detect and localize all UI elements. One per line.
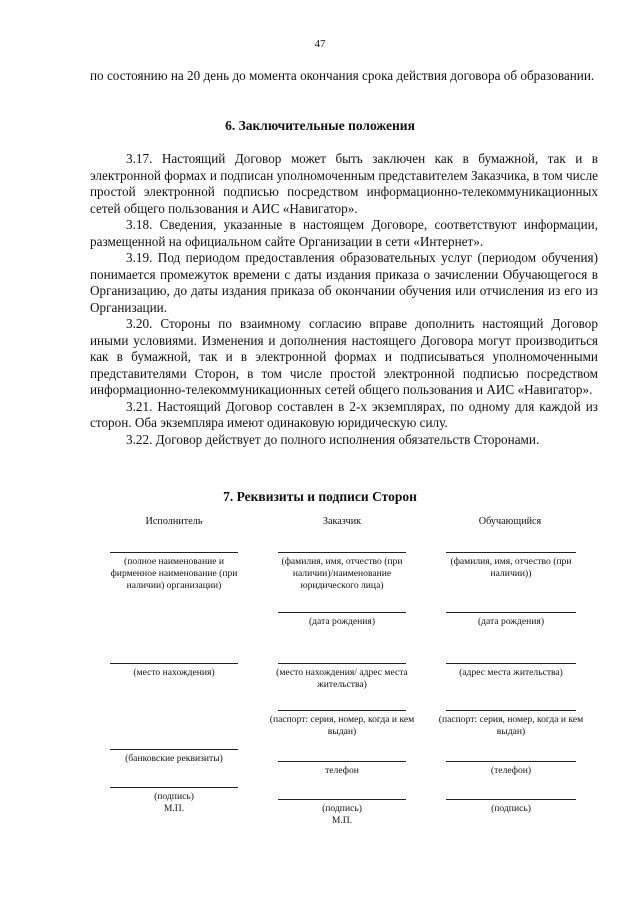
clause-3-18: 3.18. Сведения, указанные в настоящем Договоре, соответствуют информации, размещенной на официальном сайте Организации в сети «Интернет». [90,217,598,249]
customer-location-line [278,663,406,664]
executor-signature-line [110,787,238,788]
student-birth-label: (дата рождения) [477,616,545,627]
customer-passport-line [278,710,406,711]
customer-phone-line [278,761,406,762]
student-name-line [446,552,576,553]
executor-location-label: (место нахождения) [133,667,215,678]
intro-paragraph: по состоянию на 20 день до момента окончания срока действия договора об образовании. [90,68,595,83]
student-name-label: (фамилия, имя, отчество (при наличии)) [450,556,572,579]
customer-name-label: (фамилия, имя, отчество (при наличии)/наименование юридического лица) [281,556,403,591]
executor-stamp: М.П. [163,803,185,814]
clause-3-17: 3.17. Настоящий Договор может быть заключен как в бумажной, так и в электронной формах и подписан уполномоченным представителем Заказчика, в том числе простой электронной подписью посредством информационно-телекоммуникационных сетей общего пользования и АИС «Навигатор». [90,151,598,216]
section-6-body [90,151,598,448]
executor-location-line [110,663,238,664]
student-heading: Обучающийся [478,516,542,527]
clause-3-19: 3.19. Под периодом предоставления образовательных услуг (периодом обучения) понимается промежуток времени с даты издания приказа о зачислении Обучающегося в Организацию, до даты издания приказа об окончании обучения или отчисления из его из Организации. [90,250,598,315]
executor-bank-line [110,749,238,750]
clause-3-22: 3.22. Договор действует до полного исполнения обязательств Сторонами. [126,431,540,447]
student-address-label: (адрес места жительства) [459,667,563,678]
executor-heading: Исполнитель [145,516,203,527]
customer-birth-label: (дата рождения) [308,616,376,627]
section-7-title: 7. Реквизиты и подписи Сторон [223,489,417,504]
student-birth-line [446,612,576,613]
customer-signature-label: (подпись) [322,803,362,814]
student-address-line [446,663,576,664]
executor-name-line [110,552,238,553]
page-number: 47 [314,38,326,50]
executor-name-label: (полное наименование и фирменное наименование (при наличии) организации) [110,556,238,591]
student-signature-label: (подпись) [491,803,531,814]
executor-bank-label: (банковские реквизиты) [125,753,223,764]
clause-3-21: 3.21. Настоящий Договор составлен в 2-х экземплярах, по одному для каждой из сторон. Оба экземпляра имеют одинаковую юридическую силу. [90,398,598,430]
customer-heading: Заказчик [322,516,362,527]
customer-name-line [278,552,406,553]
student-phone-label: (телефон) [490,765,532,776]
customer-birth-line [278,612,406,613]
customer-phone-label: телефон [325,765,359,776]
customer-passport-label: (паспорт: серия, номер, когда и кем выдан) [269,714,415,737]
clause-3-20: 3.20. Стороны по взаимному согласию вправе дополнить настоящий Договор иными условиями. Изменения и дополнения настоящего Договора могут производиться как в бумажной, так и в электронной формах и подписываться уполномоченными представителями Сторон, в том числе простой электронной подписью посредством информационно-телекоммуникационных сетей общего пользования и АИС «Навигатор». [90,316,598,397]
student-passport-line [446,710,576,711]
customer-signature-line [278,799,406,800]
student-passport-label: (паспорт: серия, номер, когда и кем выдан) [438,714,584,737]
customer-stamp: М.П. [331,815,353,826]
student-phone-line [446,761,576,762]
section-6-title: 6. Заключительные положения [225,118,415,133]
customer-location-label: (место нахождения/ адрес места жительства) [276,667,408,690]
executor-signature-label: (подпись) [154,791,194,802]
student-signature-line [446,799,576,800]
